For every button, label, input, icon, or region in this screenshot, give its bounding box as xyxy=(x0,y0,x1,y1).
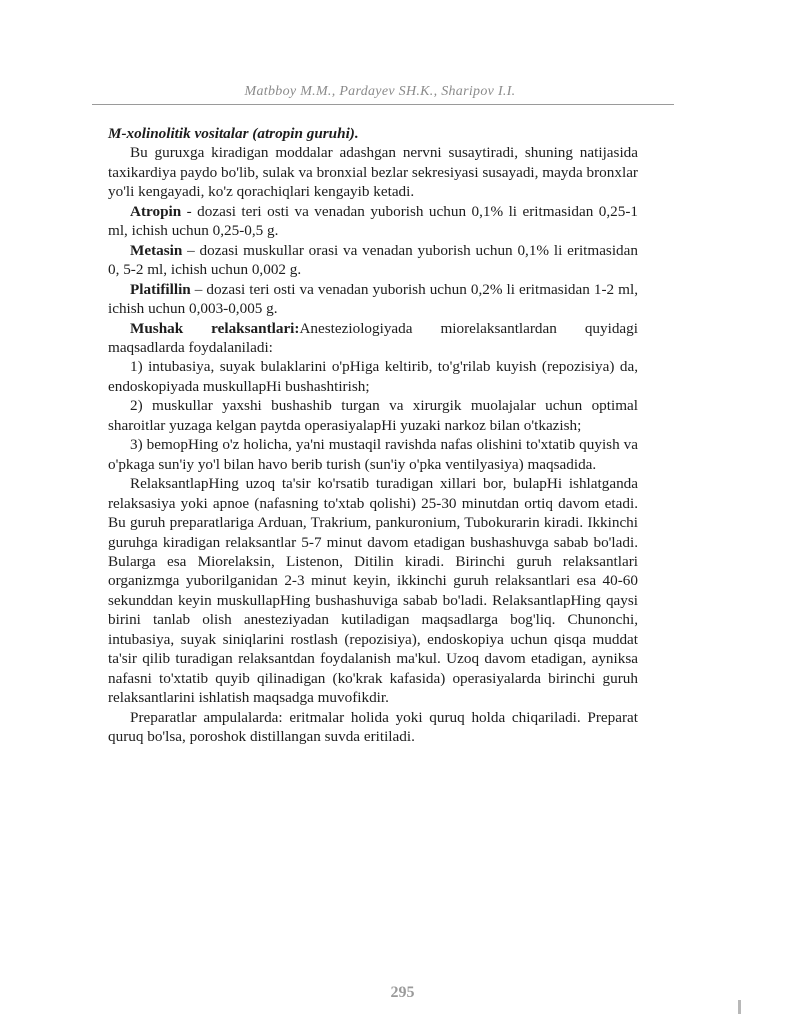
running-head: Matbboy M.M., Pardayev SH.K., Sharipov I.I. xyxy=(244,84,516,99)
page-number: 295 xyxy=(390,984,415,1001)
purpose-item: 2) muskullar yaxshi bushashib turgan va xirurgik muolajalar uchun optimal sharoitlar yuzaga kelgan paytda operasiyalapHi yuzaki narkoz bilan o'tkazish; xyxy=(108,397,638,434)
drug-dosage: - dozasi teri osti va venadan yuborish uchun 0,1% li eritmasidan 0,25-1 ml, ichish uchun 0,25-0,5 g. xyxy=(108,202,638,240)
page-content xyxy=(108,124,638,747)
relaxants-text: Anesteziologiyada miorelaksantlardan quyidagi maqsadlarda foydalaniladi: xyxy=(108,319,638,356)
intro-paragraph: Bu guruxga kiradigan moddalar adashgan nervni susaytiradi, shuning natijasida taxikardiya paydo bo'lib, sulak va bronxial bezlar sekresiyasi susayadi, mayda bronxlar yo'li kengayadi, ko'z qorachiqlari kengayib ketadi. xyxy=(108,144,638,201)
header-rule xyxy=(92,104,674,105)
body-paragraph: RelaksantlapHing uzoq ta'sir ko'rsatib turadigan xillari bor, bulapHi ishlatganda relaksasiya yoki apnoe (nafasning to'xtab qolishi) 25-30 minutdan ortiq davom etadi. Bu guruh preparatlariga Arduan, Trakrium, pankuronium, Tubokurarin kiradi. Ikkinchi guruhga kiradigan relaksantlar 5-7 minut davom etadigan bushashuvga sabab bo'ladi. Bularga esa Miorelaksin, Listenon, Ditilin kiradi. Birinchi guruh relaksantlari organizmga yuborilganidan 2-3 minut keyin, ikkinchi guruh relaksantlari esa 40-60 sekunddan keyin muskullapHing bushashuviga sabab bo'ladi. RelaksantlapHing qaysi birini tanlab olish anesteziyadan kutiladigan maqsadlarga bog'liq. Chunonchi, intubasiya, suyak siniqlarini rostlash (repozisiya), endoskopiya uchun qisqa muddat ta'sir qilib turadigan relaksantdan foydalanish ma'kul. Uzoq davom etadigan, ayniksa nafasni to'xtatib quyib qilinadigan (ko'krak kafasida) operasiyalarda birinchi guruh relaksantlarini ishlatish maqsadga muvofikdir. xyxy=(108,475,638,707)
drug-name: Platifillin xyxy=(130,280,191,298)
drug-paragraph-atropin xyxy=(108,202,638,241)
purpose-item: 3) bemopHing o'z holicha, ya'ni mustaqil ravishda nafas olishini to'xtatib quyish va o'pkaga sun'iy yo'l bilan havo berib turish (sun'iy o'pka ventilyasiya) maqsadida. xyxy=(108,436,638,473)
relaxants-paragraph xyxy=(108,319,638,358)
purpose-item: 1) intubasiya, suyak bulaklarini o'pHiga keltirib, to'g'rilab kuyish (repozisiya) da, endoskopiyada muskullapHi bushashtirish; xyxy=(108,358,638,395)
drug-dosage: – dozasi muskullar orasi va venadan yuborish uchun 0,1% li eritmasidan 0, 5-2 ml, ichish uchun 0,002 g. xyxy=(108,241,638,279)
drug-name: Atropin xyxy=(130,202,182,220)
drug-paragraph-platifillin xyxy=(108,280,638,319)
scan-edge-mark xyxy=(738,1000,741,1014)
relaxants-term: Mushak relaksantlari: xyxy=(130,319,300,337)
drug-paragraph-metasin xyxy=(108,241,638,280)
section-heading: M-xolinolitik vositalar (atropin guruhi). xyxy=(108,125,359,142)
body-paragraph: Preparatlar ampulalarda: eritmalar holida yoki quruq holda chiqariladi. Preparat quruq bo'lsa, poroshok distillangan suvda eritiladi. xyxy=(108,708,638,746)
drug-name: Metasin xyxy=(130,241,183,259)
drug-dosage: – dozasi teri osti va venadan yuborish uchun 0,2% li eritmasidan 1-2 ml, ichish uchun 0,003-0,005 g. xyxy=(108,280,638,318)
